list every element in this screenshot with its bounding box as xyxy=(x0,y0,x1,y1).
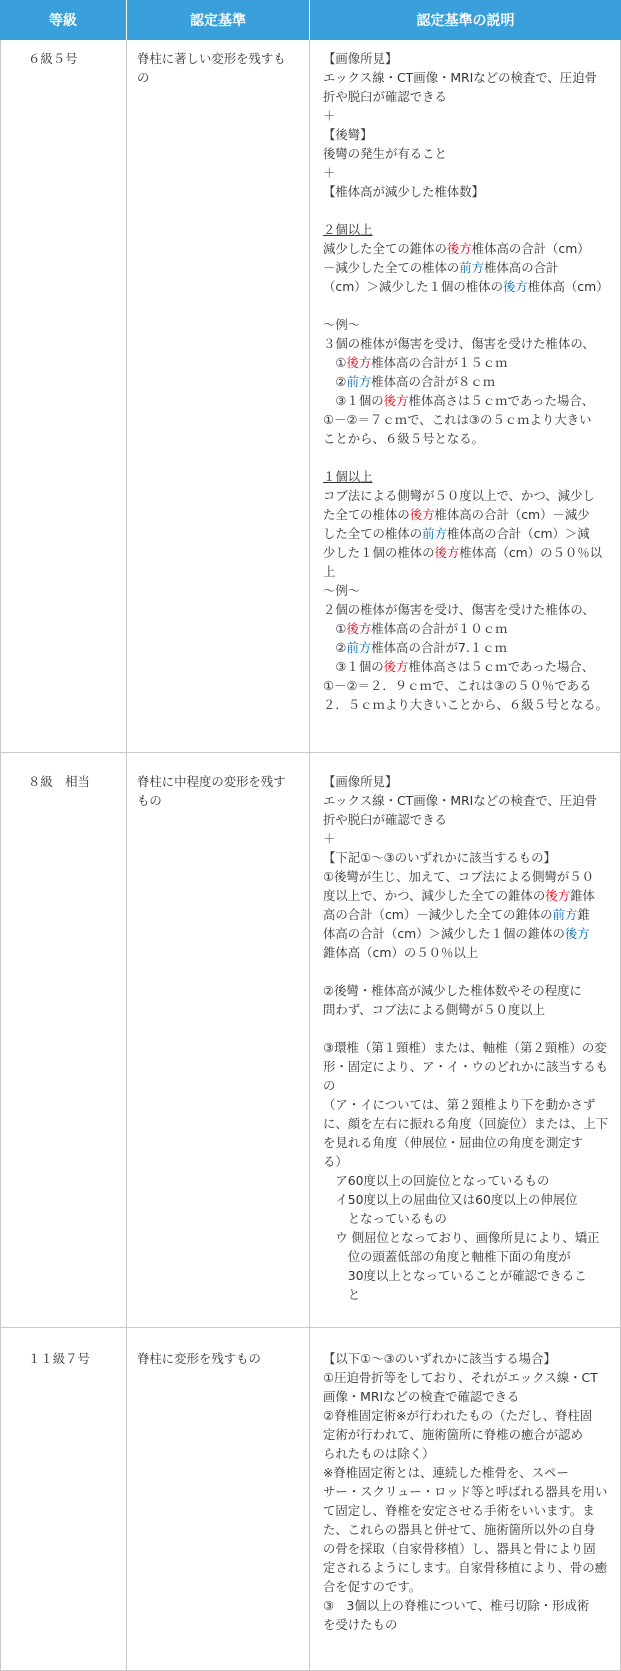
criteria-line: 脊柱に中程度の変形を残す xyxy=(137,774,286,789)
description-line xyxy=(323,981,608,1000)
description-line xyxy=(323,1425,608,1444)
text-segment: を受けたもの xyxy=(323,1617,398,1632)
description-line xyxy=(323,791,608,810)
description-line xyxy=(323,1387,608,1406)
description-line xyxy=(323,562,608,581)
text-segment: 位の頭蓋低部の角度と軸椎下面の角度が xyxy=(323,1249,571,1264)
text-segment: 椎体高（cm）の５０％以 xyxy=(459,545,603,560)
description-line xyxy=(323,924,608,943)
text-segment: 椎体高さは５ｃｍであった場合、 xyxy=(408,659,595,674)
text-segment: た全ての椎体の xyxy=(323,507,410,522)
text-segment: 度以上で、かつ、減少した全ての錐体の xyxy=(323,888,546,903)
text-segment: ①圧迫骨折等をしており、それがエックス線・CT xyxy=(323,1370,598,1385)
text-segment: 椎体高の合計が８ｃｍ xyxy=(371,374,496,389)
text-segment: ① xyxy=(323,621,347,636)
text-segment: ア60度以上の回旋位となっているもの xyxy=(323,1173,550,1188)
text-segment: 椎体高さは５ｃｍであった場合、 xyxy=(408,393,595,408)
description-cell xyxy=(323,49,608,714)
description-cell xyxy=(323,772,608,1304)
text-segment: （ア・イについては、第２頸椎より下を動かさず xyxy=(323,1097,596,1112)
text-segment: る） xyxy=(323,1154,348,1169)
description-line xyxy=(323,1152,608,1171)
header-grade: 等級 xyxy=(0,0,126,40)
text-segment: エックス線・CT画像・MRIなどの検査で、圧迫骨 xyxy=(323,793,597,808)
highlight-anterior: 前方 xyxy=(422,526,447,541)
description-line xyxy=(323,182,608,201)
description-line xyxy=(323,848,608,867)
description-line xyxy=(323,676,608,695)
criteria-line: の xyxy=(137,70,150,85)
text-segment: ①－②＝２．９ｃｍで、これは③の５０％である xyxy=(323,678,592,693)
description-line xyxy=(323,886,608,905)
highlight-anterior: 後方 xyxy=(564,926,590,941)
description-line xyxy=(323,277,608,296)
description-line xyxy=(323,638,608,657)
text-segment: ② xyxy=(323,640,347,655)
description-line xyxy=(323,87,608,106)
text-segment: 折や脱臼が確認できる xyxy=(323,89,447,104)
description-line xyxy=(323,1209,608,1228)
description-line xyxy=(323,1000,608,1019)
text-segment: て固定し、脊椎を安定させる手術をいいます。ま xyxy=(323,1503,595,1518)
text-segment: 【下記①～③のいずれかに該当するもの】 xyxy=(323,850,556,865)
description-line xyxy=(323,106,608,125)
criteria-line: 脊柱に著しい変形を残すも xyxy=(137,51,286,66)
description-line xyxy=(323,49,608,68)
text-segment: と xyxy=(323,1287,361,1302)
text-segment: に、顔を左右に振れる角度（回旋位）または、上下 xyxy=(323,1116,608,1131)
row-divider xyxy=(0,1327,621,1328)
description-line xyxy=(323,943,608,962)
text-segment: 少した１個の椎体の xyxy=(323,545,435,560)
criteria-line: 脊柱に変形を残すもの xyxy=(137,1351,261,1366)
text-segment: 【後彎】 xyxy=(323,127,373,142)
description-line xyxy=(323,505,608,524)
description-line xyxy=(323,1406,608,1425)
description-cell xyxy=(323,1349,608,1634)
description-line xyxy=(323,1114,608,1133)
grade-cell: ６級５号 xyxy=(28,51,78,66)
header-description: 認定基準の説明 xyxy=(310,0,621,40)
criteria-line: もの xyxy=(137,793,162,808)
highlight-posterior: 後方 xyxy=(446,241,472,256)
description-line xyxy=(323,68,608,87)
text-segment: 椎体高の合計 xyxy=(484,260,559,275)
text-segment: 【画像所見】 xyxy=(323,774,398,789)
description-line xyxy=(323,600,608,619)
description-line xyxy=(323,1076,608,1095)
text-segment: 高の合計（cm）－減少した全ての錐体の xyxy=(323,907,553,922)
description-line xyxy=(323,1266,608,1285)
text-segment: １個以上 xyxy=(323,469,373,484)
criteria-cell xyxy=(137,49,307,87)
description-line xyxy=(323,1095,608,1114)
blank-line xyxy=(323,296,608,315)
description-line xyxy=(323,543,608,562)
text-segment: 椎体高の合計が１０ｃｍ xyxy=(371,621,508,636)
text-segment: の xyxy=(323,1078,336,1093)
row-divider xyxy=(0,752,621,753)
highlight-posterior: 後方 xyxy=(383,659,409,674)
description-line xyxy=(323,1444,608,1463)
criteria-cell xyxy=(137,772,307,810)
text-segment: ことから、６級５号となる。 xyxy=(323,431,485,446)
text-segment: 錐体高（cm）の５０％以上 xyxy=(323,945,479,960)
highlight-posterior: 後方 xyxy=(434,545,460,560)
description-line xyxy=(323,1349,608,1368)
description-line xyxy=(323,619,608,638)
text-segment: ①－②＝７ｃｍで、これは③の５ｃｍより大きい xyxy=(323,412,592,427)
table-border-left xyxy=(0,40,1,1671)
criteria-cell xyxy=(137,1349,307,1368)
description-line xyxy=(323,867,608,886)
text-segment: 後彎の発生が有ること xyxy=(323,146,447,161)
text-segment: ②後彎・椎体高が減少した椎体数やその程度に xyxy=(323,983,582,998)
text-segment: 椎体高の合計が１５ｃｍ xyxy=(371,355,508,370)
text-segment: となっているもの xyxy=(323,1211,447,1226)
column-divider xyxy=(309,40,310,1671)
highlight-anterior: 前方 xyxy=(552,907,578,922)
description-line xyxy=(323,1596,608,1615)
text-segment: 減少した全ての錐体の xyxy=(323,241,447,256)
description-line xyxy=(323,905,608,924)
text-segment: を見れる角度（伸展位・屈曲位の角度を測定す xyxy=(323,1135,584,1150)
description-line xyxy=(323,1539,608,1558)
description-line xyxy=(323,467,608,486)
highlight-anterior: 前方 xyxy=(346,374,372,389)
text-segment: ① xyxy=(323,355,347,370)
description-line xyxy=(323,1190,608,1209)
text-segment: ③１個の xyxy=(323,659,384,674)
text-segment: ③環椎（第１頸椎）または、軸椎（第２頸椎）の変 xyxy=(323,1040,607,1055)
description-line xyxy=(323,829,608,848)
text-segment: の骨を採取（自家骨移植）し、器具と骨により固 xyxy=(323,1541,596,1556)
description-line xyxy=(323,1285,608,1304)
description-line xyxy=(323,1057,608,1076)
description-line xyxy=(323,220,608,239)
text-segment: ＋ xyxy=(323,108,336,123)
text-segment: サー・スクリュー・ロッド等と呼ばれる器具を用い xyxy=(323,1484,608,1499)
text-segment: 錐体 xyxy=(570,888,595,903)
text-segment: ～例～ xyxy=(323,317,361,332)
description-line xyxy=(323,1228,608,1247)
header-criteria: 認定基準 xyxy=(127,0,309,40)
description-line xyxy=(323,1133,608,1152)
text-segment: 形・固定により、ア・イ・ウのどれかに該当するも xyxy=(323,1059,608,1074)
text-segment: 折や脱臼が確認できる xyxy=(323,812,447,827)
text-segment: 椎体高の合計（cm）＞減 xyxy=(446,526,590,541)
highlight-posterior: 後方 xyxy=(346,355,372,370)
text-segment: 問わず、コブ法による側彎が５０度以上 xyxy=(323,1002,546,1017)
text-segment: －減少した全ての椎体の xyxy=(323,260,460,275)
description-line xyxy=(323,1463,608,1482)
description-line xyxy=(323,1501,608,1520)
text-segment: 椎体高の合計（cm） xyxy=(471,241,590,256)
text-segment: 【椎体高が減少した椎体数】 xyxy=(323,184,485,199)
grade-cell: １１級７号 xyxy=(28,1351,90,1366)
description-line xyxy=(323,429,608,448)
description-line xyxy=(323,258,608,277)
text-segment: 椎体高の合計（cm）－減少 xyxy=(434,507,590,522)
text-segment: 定されるようにします。自家骨移植により、骨の癒 xyxy=(323,1560,607,1575)
text-segment: 椎体高の合計が7.１ｃｍ xyxy=(371,640,508,655)
text-segment: 上 xyxy=(323,564,336,579)
text-segment: 錐 xyxy=(577,907,590,922)
description-line xyxy=(323,1520,608,1539)
text-segment: 椎体高（cm） xyxy=(527,279,609,294)
description-line xyxy=(323,144,608,163)
description-line xyxy=(323,524,608,543)
text-segment: 【画像所見】 xyxy=(323,51,398,66)
blank-line xyxy=(323,448,608,467)
column-divider xyxy=(126,40,127,1671)
description-line xyxy=(323,772,608,791)
description-line xyxy=(323,1615,608,1634)
text-segment: ② xyxy=(323,374,347,389)
text-segment: ２個以上 xyxy=(323,222,373,237)
highlight-anterior: 前方 xyxy=(346,640,372,655)
description-line xyxy=(323,486,608,505)
description-line xyxy=(323,125,608,144)
text-segment: ①後彎が生じ、加えて、コブ法による側彎が５０ xyxy=(323,869,595,884)
description-line xyxy=(323,695,608,714)
description-line xyxy=(323,1482,608,1501)
text-segment: られたものは除く） xyxy=(323,1446,435,1461)
text-segment: ③ 3個以上の脊椎について、椎弓切除・形成術 xyxy=(323,1598,590,1613)
highlight-posterior: 後方 xyxy=(545,888,571,903)
description-line xyxy=(323,315,608,334)
description-line xyxy=(323,1558,608,1577)
description-line xyxy=(323,581,608,600)
text-segment: 【以下①～③のいずれかに該当する場合】 xyxy=(323,1351,556,1366)
blank-line xyxy=(323,1019,608,1038)
text-segment: ～例～ xyxy=(323,583,361,598)
description-line xyxy=(323,810,608,829)
description-line xyxy=(323,657,608,676)
text-segment: 画像・MRIなどの検査で確認できる xyxy=(323,1389,520,1404)
description-line xyxy=(323,163,608,182)
description-line xyxy=(323,410,608,429)
text-segment: た、これらの器具と併せて、施術箇所以外の自身 xyxy=(323,1522,596,1537)
description-line xyxy=(323,1368,608,1387)
text-segment: ３個の椎体が傷害を受け、傷害を受けた椎体の、 xyxy=(323,336,595,351)
text-segment: 定術が行われて、施術箇所に脊椎の癒合が認め xyxy=(323,1427,583,1442)
text-segment: ２．５ｃｍより大きいことから、６級５号となる。 xyxy=(323,697,608,712)
text-segment: ②脊椎固定術※が行われたもの（ただし、脊柱固 xyxy=(323,1408,593,1423)
text-segment: 体高の合計（cm）＞減少した１個の錐体の xyxy=(323,926,565,941)
description-line xyxy=(323,334,608,353)
text-segment: ＋ xyxy=(323,831,336,846)
highlight-anterior: 前方 xyxy=(459,260,485,275)
text-segment: した全ての椎体の xyxy=(323,526,423,541)
highlight-posterior: 後方 xyxy=(346,621,372,636)
description-line xyxy=(323,1038,608,1057)
description-line xyxy=(323,1577,608,1596)
description-line xyxy=(323,372,608,391)
description-line xyxy=(323,391,608,410)
text-segment: イ50度以上の屈曲位又は60度以上の伸展位 xyxy=(323,1192,578,1207)
text-segment: （cm）＞減少した１個の椎体の xyxy=(323,279,503,294)
text-segment: コブ法による側彎が５０度以上で、かつ、減少し xyxy=(323,488,595,503)
description-line xyxy=(323,1247,608,1266)
highlight-anterior: 後方 xyxy=(502,279,528,294)
blank-line xyxy=(323,962,608,981)
description-line xyxy=(323,353,608,372)
grade-cell: ８級 相当 xyxy=(28,774,90,789)
text-segment: ＋ xyxy=(323,165,336,180)
text-segment: ③１個の xyxy=(323,393,384,408)
blank-line xyxy=(323,201,608,220)
text-segment: エックス線・CT画像・MRIなどの検査で、圧迫骨 xyxy=(323,70,597,85)
highlight-posterior: 後方 xyxy=(409,507,435,522)
text-segment: 合を促すのです。 xyxy=(323,1579,422,1594)
highlight-posterior: 後方 xyxy=(383,393,409,408)
text-segment: ※脊椎固定術とは、連続した椎骨を、スペー xyxy=(323,1465,569,1480)
text-segment: ウ 側屈位となっており、画像所見により、矯正 xyxy=(323,1230,600,1245)
description-line xyxy=(323,1171,608,1190)
text-segment: ２個の椎体が傷害を受け、傷害を受けた椎体の、 xyxy=(323,602,595,617)
description-line xyxy=(323,239,608,258)
text-segment: 30度以上となっていることが確認できるこ xyxy=(323,1268,587,1283)
